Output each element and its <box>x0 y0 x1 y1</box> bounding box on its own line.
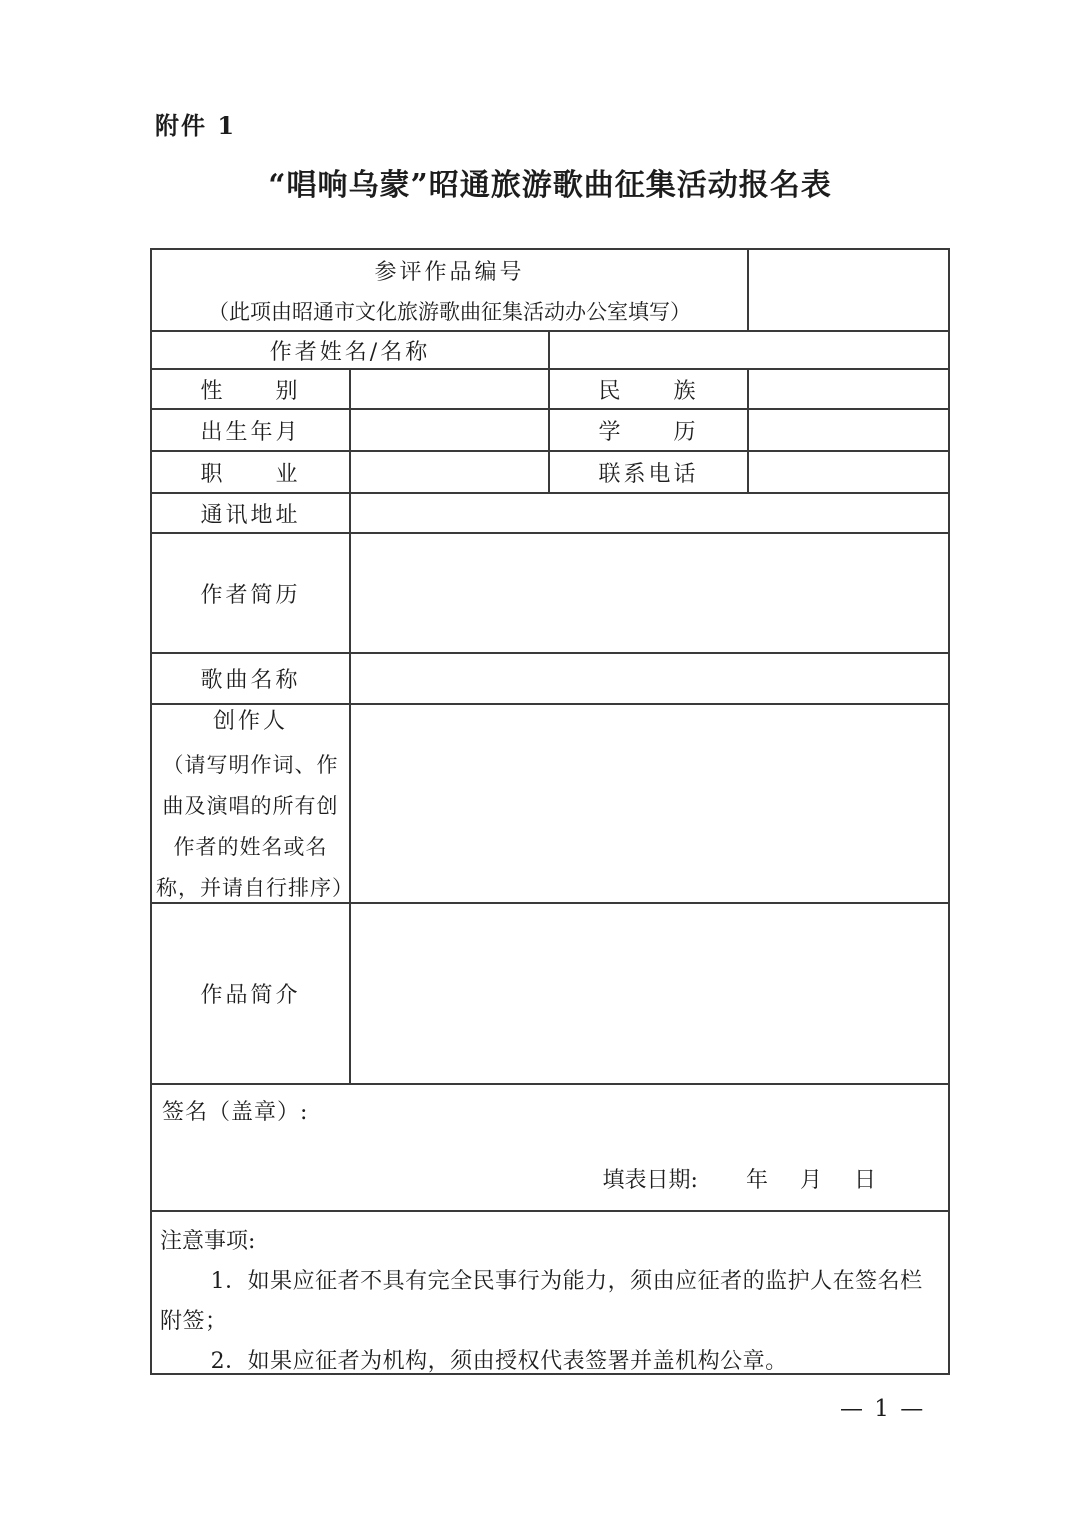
ethnicity-label: 民 族 <box>550 370 749 408</box>
birth-date-label: 出生年月 <box>152 410 351 450</box>
gender-value-cell <box>351 370 550 408</box>
row-author-bio <box>152 534 948 654</box>
row-birth-education <box>152 410 948 452</box>
author-name-label: 作者姓名/名称 <box>152 332 550 368</box>
row-entry-number <box>152 250 948 332</box>
page-number: — 1 — <box>840 1396 926 1422</box>
phone-value-cell <box>749 452 948 492</box>
address-value-cell <box>351 494 948 532</box>
entry-number-label-cell <box>152 250 749 330</box>
birth-date-value-cell <box>351 410 550 450</box>
phone-label: 联系电话 <box>550 452 749 492</box>
song-title-value-cell <box>351 654 948 703</box>
creators-label: 创作人 <box>213 708 289 734</box>
row-work-intro <box>152 904 948 1085</box>
occupation-value-cell <box>351 452 550 492</box>
year-label: 年 <box>745 1168 768 1193</box>
row-song-title <box>152 654 948 705</box>
day-label: 日 <box>853 1168 876 1193</box>
registration-form-table <box>150 248 950 1375</box>
entry-number-label: 参评作品编号 <box>374 259 525 285</box>
notes-item-1: 1．如果应征者不具有完全民事行为能力，须由应征者的监护人在签名栏附签； <box>160 1269 923 1335</box>
song-title-label: 歌曲名称 <box>152 654 351 703</box>
education-value-cell <box>749 410 948 450</box>
gender-label: 性 别 <box>152 370 351 408</box>
signature-label: 签名（盖章）: <box>162 1100 309 1125</box>
row-signature <box>152 1085 948 1212</box>
occupation-label: 职 业 <box>152 452 351 492</box>
work-intro-value-cell <box>351 904 948 1083</box>
fill-date-line <box>162 1163 938 1194</box>
entry-number-value-cell <box>749 250 948 330</box>
row-creators <box>152 705 948 904</box>
row-author-name <box>152 332 948 370</box>
author-bio-label: 作者简历 <box>152 534 351 652</box>
signature-cell <box>152 1085 948 1210</box>
education-label: 学 历 <box>550 410 749 450</box>
creators-label-cell <box>152 705 354 902</box>
ethnicity-value-cell <box>749 370 948 408</box>
entry-number-note: （此项由昭通市文化旅游歌曲征集活动办公室填写） <box>208 299 691 324</box>
row-notes <box>152 1212 948 1373</box>
author-bio-value-cell <box>351 534 948 652</box>
row-address <box>152 494 948 534</box>
notes-item-2: 2．如果应征者为机构，须由授权代表签署并盖机构公章。 <box>210 1349 788 1375</box>
creators-value-cell <box>351 705 948 902</box>
row-gender-ethnicity <box>152 370 948 410</box>
address-label: 通讯地址 <box>152 494 351 532</box>
author-name-value-cell <box>550 332 948 368</box>
fill-date-label: 填表日期: <box>602 1168 698 1193</box>
month-label: 月 <box>799 1168 822 1193</box>
notes-title: 注意事项: <box>160 1229 256 1254</box>
creators-note: （请写明作词、作曲及演唱的所有创作者的姓名或名称，并请自行排序） <box>156 752 354 900</box>
notes-cell <box>152 1212 948 1373</box>
work-intro-label: 作品简介 <box>152 904 351 1083</box>
page-title: “唱响乌蒙”昭通旅游歌曲征集活动报名表 <box>268 168 832 203</box>
row-occupation-phone <box>152 452 948 494</box>
attachment-label: 附件 1 <box>155 111 237 140</box>
